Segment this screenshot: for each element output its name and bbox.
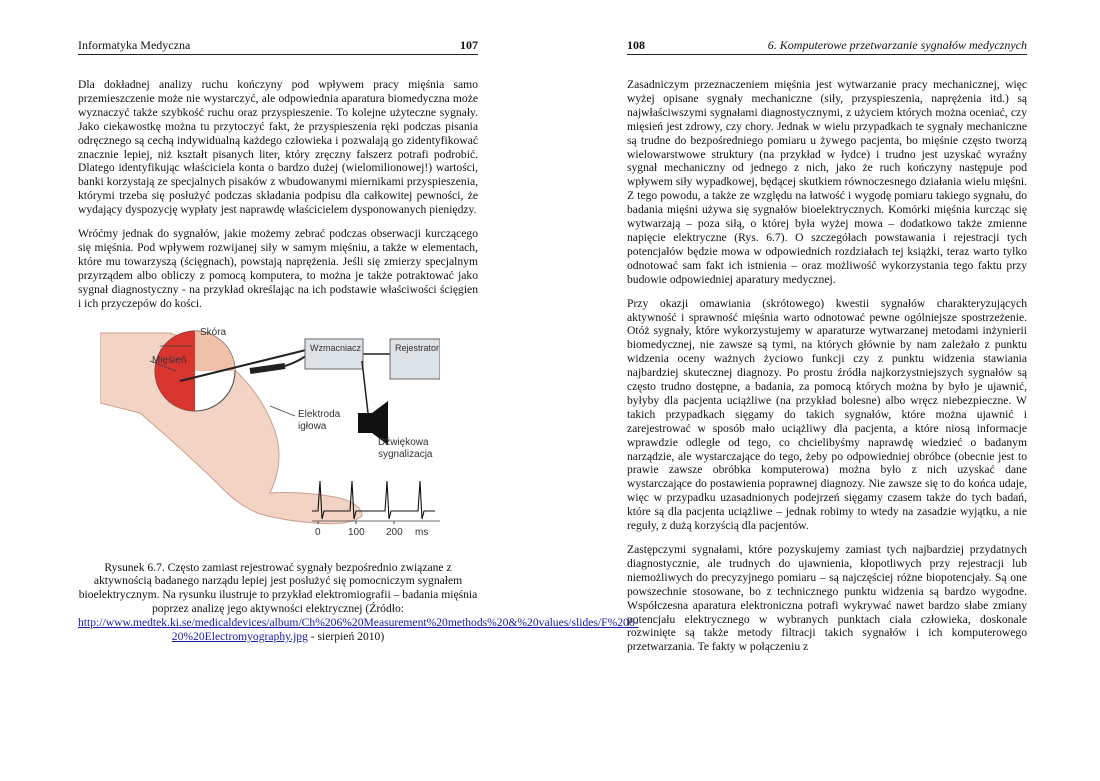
emg-figure <box>100 321 440 551</box>
left-page-header <box>78 38 478 55</box>
chapter-title: 6. Komputerowe przetwarzanie sygnałów medycznych <box>767 38 1027 52</box>
caption-text: Rysunek 6.7. Często zamiast rejestrować sygnały bezpośrednio związane z aktywnością badanego narządu lepiej jest posłużyć się pomocniczym sygnałem bioelektrycznym. Na rysunku ilustruje to przykład elektromiografii – badania mięśnia poprzez analizę jego aktywności elektrycznej (Źródło: <box>78 560 478 616</box>
label-dzwiekowa: Dźwiękowa <box>378 436 429 448</box>
speaker-icon <box>358 413 372 433</box>
right-page-body <box>627 78 1027 664</box>
label-miesien: Mięśień <box>152 354 187 366</box>
caption-suffix: - sierpień 2010) <box>307 630 385 644</box>
label-wzmacniacz: Wzmacniacz <box>310 342 362 353</box>
paragraph: Przy okazji omawiania (skrótowego) kwestii sygnałów charakteryzujących aktywność i sprawność mięśnia warto odnotować pewne ogólniejsze spostrzeżenie. Otóż sygnały, które wykorzystujemy w aparaturze wytwarzanej metodami inżynierii biomedycznej, nie zawsze są tymi, na których głównie by nam zależało z punktu widzenia oceny ważnych życiowo funkcji czy z punktu widzenia stawiania najbardziej skutecznej diagnozy. Po prostu źródła najkorzystniejszych sygnałów są często trudno dostępne, a badania, za pomocą których można by było je ujawnić, byłyby dla pacjenta uciążliwe (na przykład bolesne) albo wręcz niebezpieczne. W takich przypadkach sięgamy do takich sygnałów, które można ujawnić i zarejestrować w sposób mało uciążliwy dla pacjenta, a które niosą informacje wprawdzie odległe od tego, co chcielibyśmy naprawdę wiedzieć o badanym narządzie, ale wystarczające do tego, żeby po odpowiedniej obróbce (obecnie jest to prawie zawsze obróbka komputerowa) można było z nich uzyskać dane wystarczające do postawienia poprawnej diagnozy. Nie zawsze się to do końca udaje, więc w przypadku uzasadnionych podejrzeń sięgamy czasem także do tych badań, które są dla pacjenta uciążliwe – jednak robimy to wtedy na zasadzie wyjątku, a nie reguły, z dużą korzyścią dla pacjentów. <box>627 296 1027 533</box>
label-rejestrator: Rejestrator <box>395 342 440 353</box>
paragraph: Wróćmy jednak do sygnałów, jakie możemy zebrać podczas obserwacji kurczącego się mięśnia. Pod wpływem rozwijanej siły w samym mięśniu, a także w elementach, które mu towarzyszą (ścięgnach), powstają naprężenia. Jeśli się zmierzy specjalnym przyrządem albo obliczy z pomocą komputera, to można je także potraktować jako sygnał diagnostyczny - na przykład określając na ich podstawie właściwości ścięgien i ich przyczepów do kości. <box>78 227 478 310</box>
label-elektroda: Elektroda <box>298 408 341 420</box>
page-number: 108 <box>627 38 645 52</box>
tick-label: 200 <box>386 526 403 538</box>
paragraph: Dla dokładnej analizy ruchu kończyny pod wpływem pracy mięśnia samo przemieszczenie może nie wystarczyć, ale odpowiednia aparatura biomedyczna może wyznaczyć także szybkość ruchu oraz przyspieszenie. To kolejne użyteczne sygnały. Jako ciekawostkę można tu przytoczyć fakt, że przyspieszenia ręki podczas pisania odręcznego są cechą indywidualną każdego człowieka i pozwalają go zidentyfikować znacznie lepiej, niż kształt pisanych liter, który zręczny fałszerz potrafi podrobić. Dlatego identyfikując właściciela konta o bardzo dużej (wielomilionowej!) wartości, banki korzystają ze specjalnych pisaków z wbudowanymi miernikami przyspieszenia, którymi trzeba się posłużyć podczas składania podpisu dla całkowitej pewności, że wydający dyspozycję wypłaty jest naprawdę właścicielem dysponowanych pieniędzy. <box>78 78 478 217</box>
electrode-handle <box>250 366 285 371</box>
label-skora: Skóra <box>200 326 227 338</box>
label-sygnalizacja: sygnalizacja <box>378 448 433 460</box>
paragraph: Zastępczymi sygnałami, które pozyskujemy zamiast tych najbardziej przydatnych diagnostycznie, ale trudnych do ujawnienia, kłopotliwych przy rejestracji lub niemożliwych do precyzyjnego pomiaru – są najczęściej różne biopotencjały. Są one powszechnie stosowane, bo z technicznego punktu widzenia są bardzo wygodne. Współczesna aparatura elektroniczna potrafi wykrywać nawet bardzo słabe zmiany potencjału elektrycznego w wybranych punktach ciała człowieka, doskonale rozwinięte są także metody filtracji takich sygnałów i ich komputerowego przetwarzania. Te fakty w połączeniu z <box>627 543 1027 654</box>
left-page-body <box>78 78 639 644</box>
caption-link[interactable]: http://www.medtek.ki.se/medicaldevices/album/Ch%206%20Measurement%20methods%20&%20values/slides/F%206-20%20Electromyography.jpg <box>78 616 639 644</box>
emg-illustration <box>100 321 440 551</box>
tick-label: 100 <box>348 526 365 538</box>
tick-unit: ms <box>415 526 429 538</box>
figure-caption <box>78 560 639 644</box>
label-iglowa: igłowa <box>298 420 327 432</box>
paragraph: Zasadniczym przeznaczeniem mięśnia jest wytwarzanie pracy mechanicznej, więc wyżej opisane sygnały mechaniczne (siły, przyspieszenia, naprężenia itd.) są najwłaściwszymi sygnałami diagnostycznymi, z użyciem których można oceniać, czy mięsień jest zdrowy, czy chory. Jednak w wielu przypadkach te sygnały mechaniczne są trudne do bezpośredniego pomiaru u żywego pacjenta, bo mięśnie często tworzą wielowarstwowe struktury (na przykład w łydce) i trudno jest uzyskać wyraźny sygnał mechaniczny od jednego z nich, jako że ruch kończyny następuje pod wpływem siły wypadkowej, będącej skutkiem równoczesnego działania wielu mięśni. Z tego powodu, a także ze względu na łatwość i wygodę pomiaru takiego sygnału, do badania mięśni używa się sygnałów bioelektrycznych. Komórki mięśnia kurcząc się wytwarzają – poza siłą, o której była wyżej mowa – dodatkowo także zmienne napięcie elektryczne (Rys. 6.7). O szczegółach powstawania i rejestracji tych potencjałów będzie mowa w odpowiednich rozdziałach tej książki, teraz warto tylko odnotować sam fakt ich istnienia – oraz możliwość wykorzystania tego faktu przy budowie odpowiedniej aparatury medycznej. <box>627 78 1027 286</box>
running-title: Informatyka Medyczna <box>78 38 191 52</box>
tick-label: 0 <box>315 526 321 538</box>
right-page-header <box>627 38 1027 55</box>
page-number: 107 <box>460 38 478 52</box>
